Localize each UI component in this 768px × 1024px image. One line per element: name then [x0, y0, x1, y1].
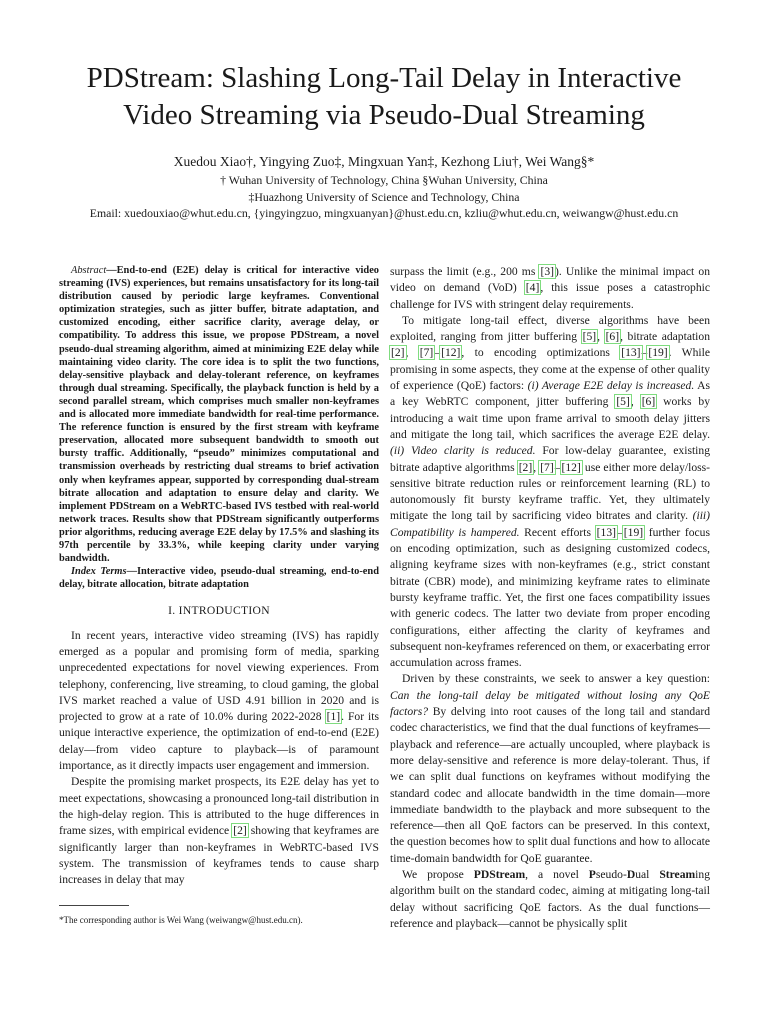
text-run: , bitrate adaptation [620, 330, 710, 344]
citation-link[interactable]: [5] [616, 395, 630, 409]
abstract-lead: Abstract [71, 265, 107, 276]
text-run: further focus on encoding optimization, such as designing customized codecs, aligning keyframe sizes with non-keyframes (e.g., strict constant bitrate (CBR) mode), and minimizing keyframe rates to eliminate bursty keyframe traffic. Yet, the first one faces compatibility issues with generic codecs. The latter two deviate from proper encoding configurations, either affecting the clarity of keyframes and subsequent non-keyframes referenced on them, or exacerbating error accumulation across frames. [390, 525, 710, 670]
footnote: *The corresponding author is Wei Wang (weiwangw@hust.edu.cn). [59, 915, 303, 925]
author-emails: Email: xuedouxiao@whut.edu.cn, {yingyingzuo, mingxuanyan}@hust.edu.cn, kzliu@whut.edu.cn, weiwangw@hust.edu.cn [89, 206, 679, 220]
footnote-rule [59, 905, 129, 906]
citation-link[interactable]: [2] [233, 824, 247, 838]
affiliation-line-2: ‡Huazhong University of Science and Technology, China [248, 190, 520, 204]
citation-link[interactable]: [1] [326, 710, 341, 724]
text-run: , to encoding optimizations [461, 346, 621, 360]
text-run: surpass the limit (e.g., 200 ms [390, 265, 540, 278]
text-run: Recent efforts [519, 525, 596, 539]
paper-title [40, 60, 728, 134]
text-run-italic: (iii) Compatibility is hampered. [390, 509, 710, 539]
title-line-1: PDStream: Slashing Long-Tail Delay in Interactive [86, 62, 682, 94]
citation-link[interactable]: [13] [596, 525, 616, 539]
text-run: We propose [402, 867, 474, 881]
text-run-italic: (ii) Video clarity is reduced. [390, 444, 536, 458]
text-run: ). Unlike the minimal impact on video on demand (VoD) [390, 265, 710, 295]
text-run-italic: Can the long-tail delay be mitigated without losing any QoE factors? [390, 688, 710, 719]
author-list: Xuedou Xiao†, Yingying Zuo‡, Mingxuan Yan‡, Kezhong Liu†, Wei Wang§* [173, 154, 595, 169]
left-column [59, 264, 379, 888]
text-run: Driven by these constraints, we seek to answer a key question: [402, 672, 710, 686]
title-line-2: Video Streaming via Pseudo-Dual Streaming [123, 99, 645, 131]
text-run: ing algorithm built on the standard codec, aiming at mitigating long-tail delay without sacrificing QoE factors. As the dual functions—reference and playback—cannot be physically split [390, 867, 710, 930]
intro-paragraph-1 [59, 628, 379, 775]
text-run: Despite the promising market prospects, its E2E delay has yet to meet expectations, showcasing a pronounced long-tail distribution in the high-delay region. This is attributed to the huge differences in frame sizes, with empirical evidence [59, 775, 379, 838]
citation-link[interactable]: [2] [518, 460, 533, 474]
citation-link[interactable]: [2] [391, 346, 405, 360]
citation-link[interactable]: [13] [621, 346, 641, 360]
right-column [390, 264, 710, 932]
text-run: By delving into root causes of the long tail and standard codec characteristics, we find that the dual functions of keyframes—playback and reference—are actually uncoupled, where playback is more delay-sensitive and reference is more delay-tolerant. Thus, if we can split dual functions on keyframes without modifying the standard codec and allocate bandwidth in the time domain—more immediate bandwidth to the playback and more subsequent to the reference—then all QoE factors can be preserved. In this context, the question becomes how to split dual functions and how to allocate time-domain bandwidth for QoE guarantee. [390, 705, 710, 865]
text-run: . For its unique interactive experience, the optimization of end-to-end (E2E) delay—from video capture to playback—is of paramount importance, as it directly impacts user engagement and immersion. [59, 710, 379, 773]
right-paragraph-4 [390, 867, 710, 932]
text-run: In recent years, interactive video streaming (IVS) has rapidly emerged as a popular and promising form of media, sparking unprecedented expectations for novel viewing experiences. From telephony, conferencing, live streaming, to cloud gaming, the global IVS market reached a value of USD 4.91 billion in 2020 and is projected to grow at a rate of 10.0% during 2022-2028 [59, 628, 379, 724]
text-run: , a novel [525, 867, 589, 881]
citation-link[interactable]: [12] [441, 346, 461, 360]
right-paragraph-2: To mitigate long-tail effect, diverse algorithms have been exploited, ranging from jitter buffering [5], [6], bitrate adaptation [2], [7]–[12], to encoding optimizations [13]–[19]. While promising in some aspects, they come at the expense of other quality of experience (QoE) factors: (i) Average E2E delay is increased. As a key WebRTC component, jitter buffering [5], [6] works by introducing a wait time upon frame arrival to smooth delay jitters and mitigate the long tail, which sacrifices the average E2E delay. (ii) Video clarity is reduced. For low-delay guarantee, existing bitrate adaptive algorithms [2], [7]–[12] use either more delay/loss-sensitive bitrate reduction rules or reinforcement learning (RL) to autonomously fit bursty keyframe traffic. Yet, they ultimately mitigate the long tail by sacrificing video bitrates and clarity. (iii) Compatibility is hampered. Recent efforts [13]–[19] further focus on encoding optimization, such as designing customized codecs, aligning keyframe sizes with non-keyframes (e.g., strict constant bitrate (CBR) mode), and minimizing keyframe rates to eliminate bursty keyframe traffic. Yet, the first one faces compatibility issues with generic codecs. The latter two deviate from proper encoding configurations, either affecting the clarity of keyframes and subsequent non-keyframes referenced on them, or exacerbating error accumulation across frames. [390, 313, 711, 670]
index-terms [59, 565, 379, 591]
affiliation-line-1: † Wuhan University of Technology, China §Wuhan University, China [220, 173, 548, 187]
citation-link[interactable]: [6] [605, 330, 620, 344]
index-terms-body: —Interactive video, pseudo-dual streaming, end-to-end delay, bitrate allocation, bitrate adaptation [59, 566, 379, 591]
text-run-bold: PDStream [473, 867, 526, 881]
text-run-italic: (i) Average E2E delay is increased. [527, 379, 695, 393]
text-run: As a key WebRTC component, jitter buffering [390, 379, 710, 409]
text-run: For low-delay guarantee, existing bitrate adaptive algorithms [390, 444, 710, 474]
citation-link[interactable]: [19] [648, 346, 668, 360]
citation-link[interactable]: [6] [641, 395, 656, 409]
text-run: seudo- [595, 867, 627, 881]
citation-link[interactable]: [3] [540, 265, 555, 278]
citation-link[interactable]: [4] [525, 281, 540, 295]
right-paragraph-3 [390, 671, 710, 867]
section-heading-introduction: I. INTRODUCTION [168, 604, 270, 618]
text-run-bold: Stream [659, 867, 696, 881]
index-terms-lead: Index Terms [71, 566, 127, 578]
citation-link[interactable]: [19] [623, 525, 644, 539]
text-run-bold: D [626, 867, 636, 881]
citation-link[interactable]: [7] [540, 460, 554, 474]
text-run: ual [635, 867, 660, 881]
abstract-body: —End-to-end (E2E) delay is critical for interactive video streaming (IVS) experiences, but remains unsatisfactory for its long-tail distribution caused by periodic large keyframes. Conventional optimization strategies, such as jitter buffer, bitrate adaptation, and customized encoding, either sacrifice clarity, average delay, or compatibility. To address this issue, we propose PDStream, a novel pseudo-dual streaming algorithm, aimed at minimizing E2E delay while maintaining video clarity. The core idea is to split the two functions, delay-sensitive playback and delay-tolerant reference, on keyframes through dual streaming. Specifically, the playback function is held by a second parallel stream, which comprises much smaller non-keyframes and is allocated more immediate bandwidth for real-time performance. The reference function is ensured by the first stream with keyframe preservation, allocated more subsequent bandwidth to smooth out bursty traffic. Additionally, “pseudo” minimizes computational and transmission overheads by restricting dual streams to brief activation only when keyframes appear, supported by corresponding dual-stream bitrate allocation and adaptation to ensure delay and clarity. We implement PDStream on a WebRTC-based IVS testbed with real-world network traces. Results show that PDStream significantly outperforms prior algorithms, reducing average E2E delay by 17.5% and slashing its 97th percentile by 33.3%, while keeping clarity under varying bandwidth. [59, 265, 379, 565]
citation-link[interactable]: [12] [561, 460, 581, 474]
text-run: To mitigate long-tail effect, diverse algorithms have been exploited, ranging from jitter buffering [390, 313, 710, 344]
citation-link[interactable]: [7] [419, 346, 434, 360]
right-paragraph-1 [390, 264, 710, 313]
citation-link[interactable]: [5] [582, 330, 597, 344]
text-run-bold: P [588, 867, 596, 881]
text-run: use either more delay/loss-sensitive bitrate reduction rules or reinforcement learning (RL) to autonomously fit bursty keyframe traffic. Yet, they ultimately mitigate the long tail by sacrificing video bitrates and clarity. [390, 460, 711, 523]
intro-paragraph-2 [59, 774, 379, 888]
text-run: showing that keyframes are significantly larger than non-keyframes in WebRTC-based IVS system. The transmission of keyframes tends to cause sharp increases in delay that may [59, 824, 379, 887]
abstract [59, 264, 379, 565]
text-run: , this issue poses a catastrophic challenge for IVS with stringent delay requirements. [390, 281, 711, 311]
text-run: works by introducing a wait time upon frame arrival to smooth delay jitters and mitigate the long tail, which sacrifices the average E2E delay. [390, 395, 711, 441]
text-run: . While promising in some aspects, they come at the expense of other quality of experience (QoE) factors: [390, 346, 711, 393]
